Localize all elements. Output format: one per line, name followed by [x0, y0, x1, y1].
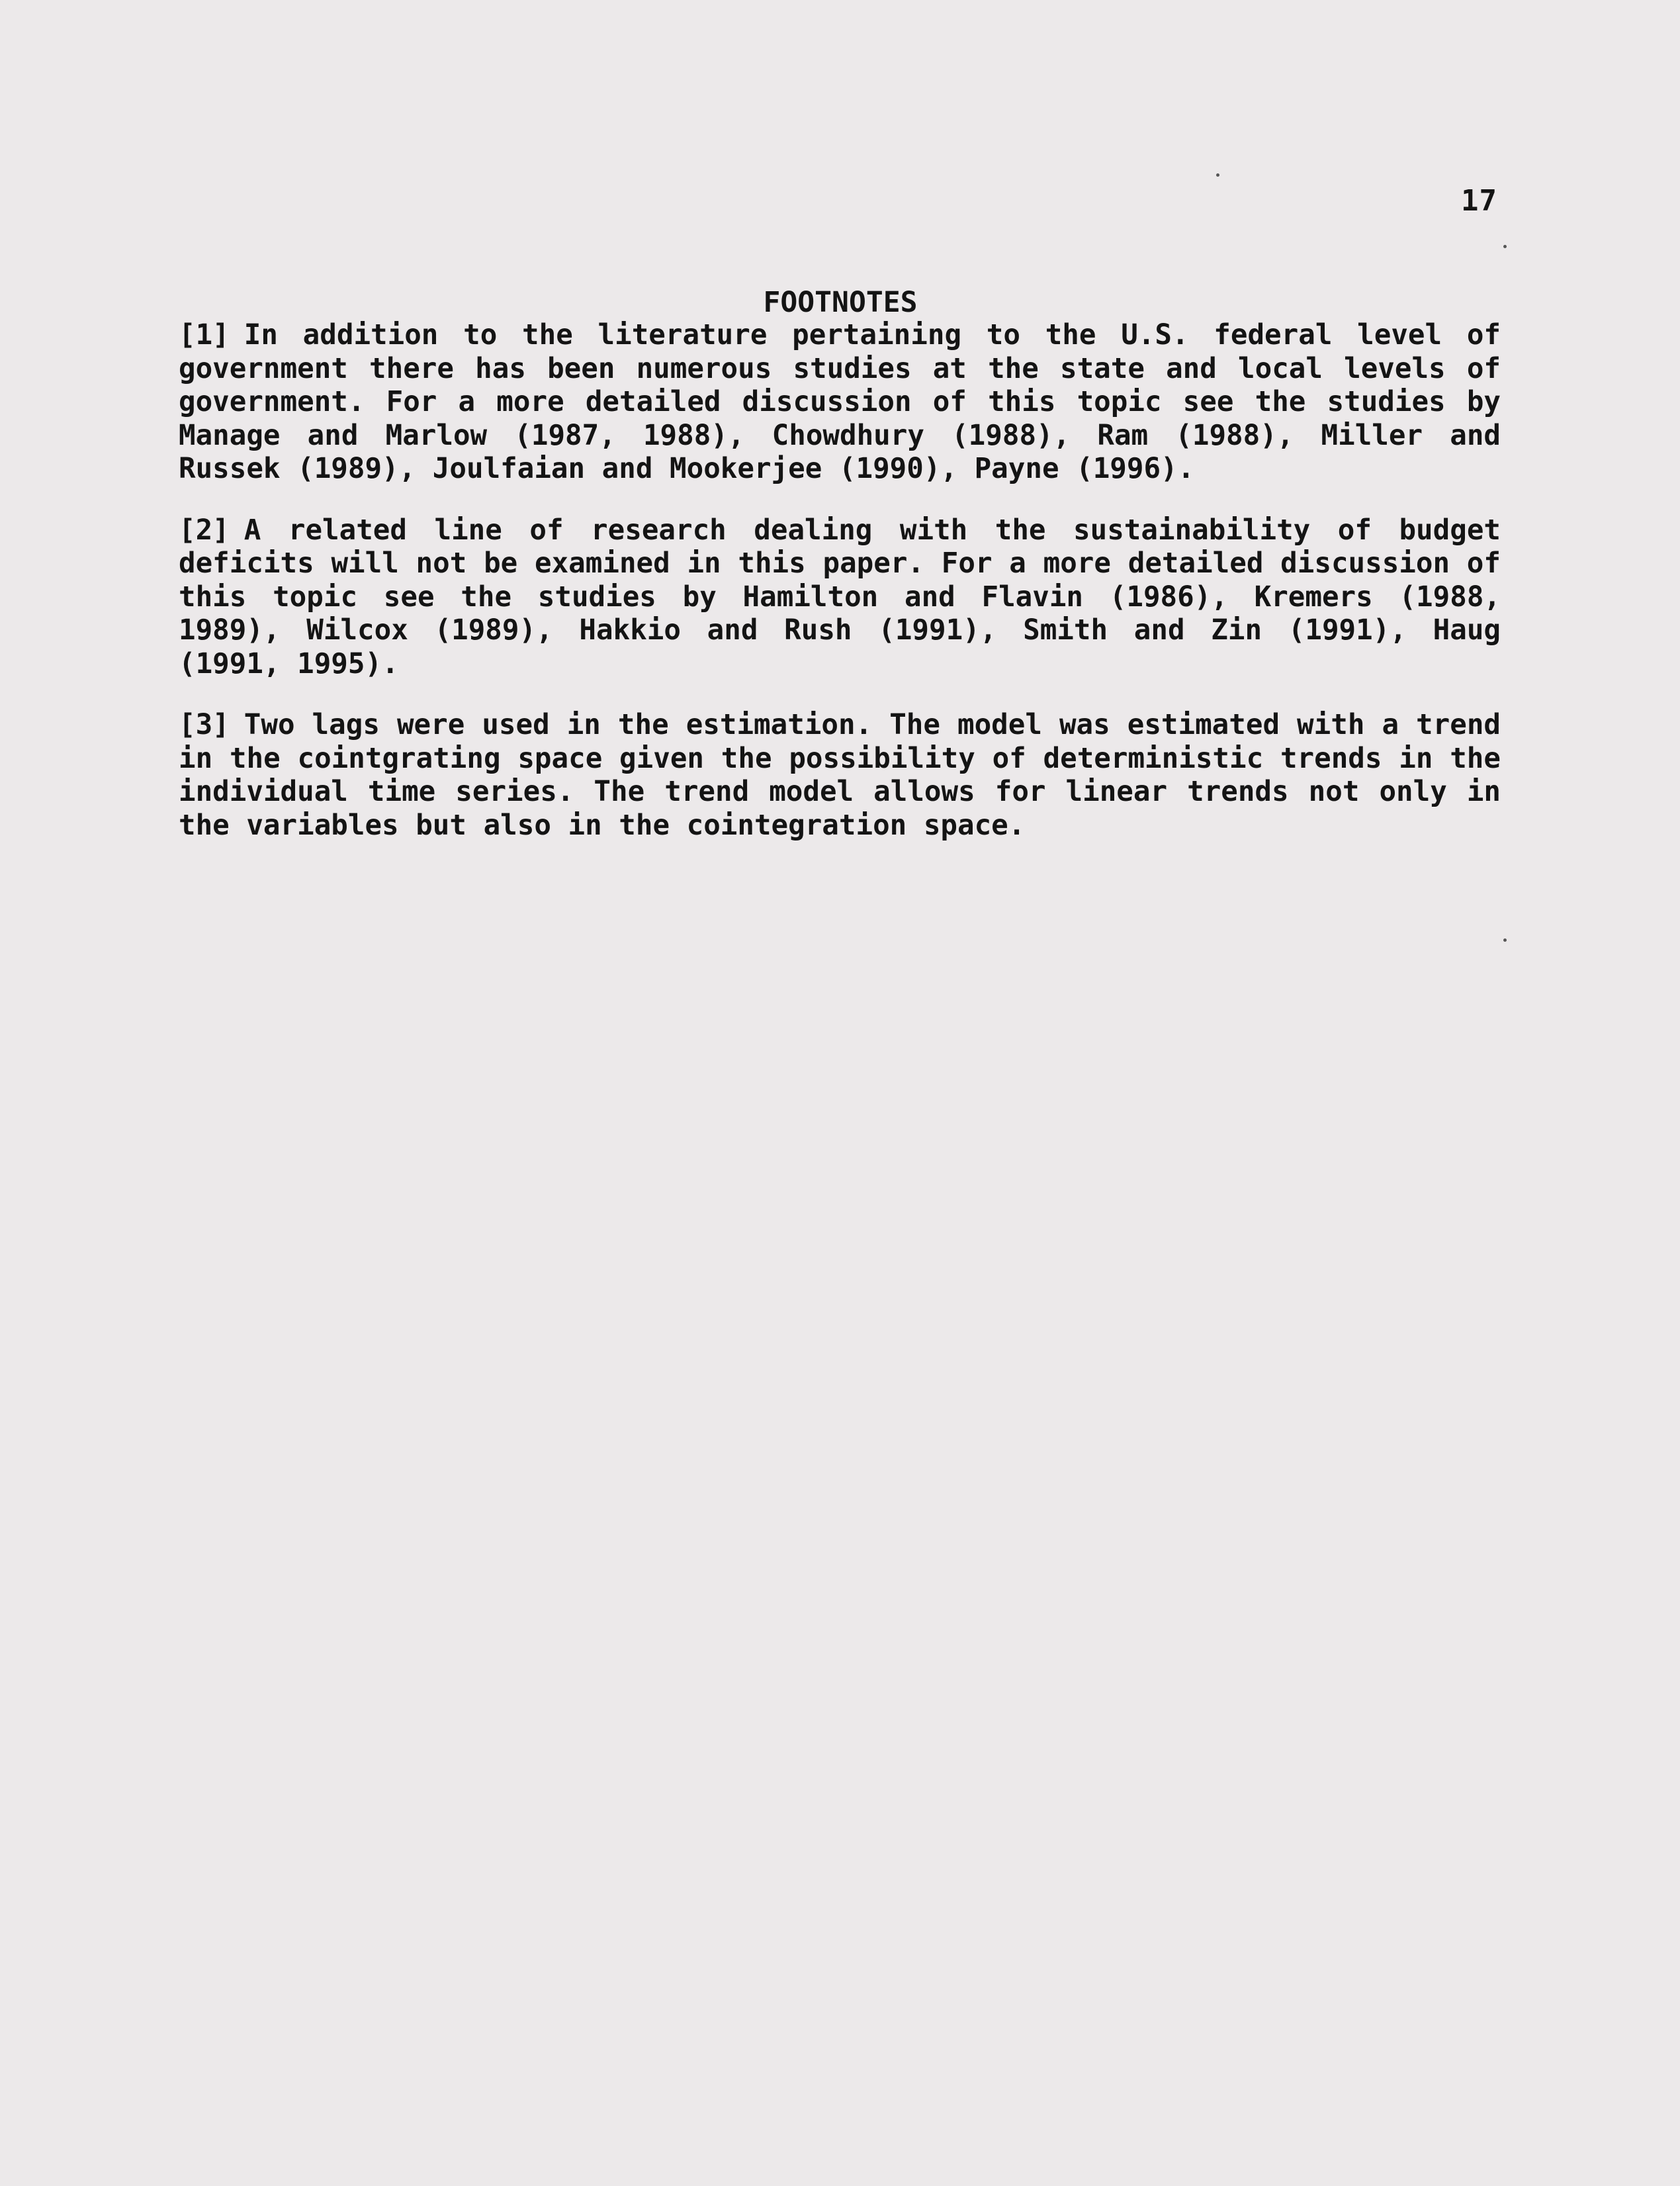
page-number: 17 [1461, 184, 1497, 218]
footnotes-heading: FOOTNOTES [763, 286, 918, 319]
footnote-number: [1] [179, 319, 230, 351]
footnote-number: [2] [179, 514, 230, 547]
footnote-text: In addition to the literature pertaining to the U.S. federal level of government there has been numerous studies at the state and local levels of government. For a more detailed discussion of this topic see the studies by Manage and Marlow (1987, 1988), Chowdhury (1988), Ram (1988), Miller and Russek (1989), Joulfaian and Mookerjee (1990), Payne (1996). [179, 319, 1501, 485]
footnotes-section [179, 286, 1501, 843]
footnote-text: A related line of research dealing with the sustainability of budget deficits will not be examined in this paper. For a more detailed discussion of this topic see the studies by Hamilton and Flavin (1986), Kremers (1988, 1989), Wilcox (1989), Hakkio and Rush (1991), Smith and Zin (1991), Haug (1991, 1995). [179, 514, 1501, 680]
footnote-number: [3] [179, 709, 230, 741]
footnote-3 [179, 709, 1501, 843]
scan-speck [1503, 938, 1507, 942]
footnote-2 [179, 514, 1501, 682]
scan-speck [1216, 173, 1219, 177]
footnote-text: Two lags were used in the estimation. The model was estimated with a trend in the cointgrating space given the possibility of deterministic trends in the individual time series. The trend model allows for linear trends not only in the variables but also in the cointegration space. [179, 709, 1501, 842]
scan-speck [1503, 245, 1507, 248]
footnote-1 [179, 319, 1501, 486]
